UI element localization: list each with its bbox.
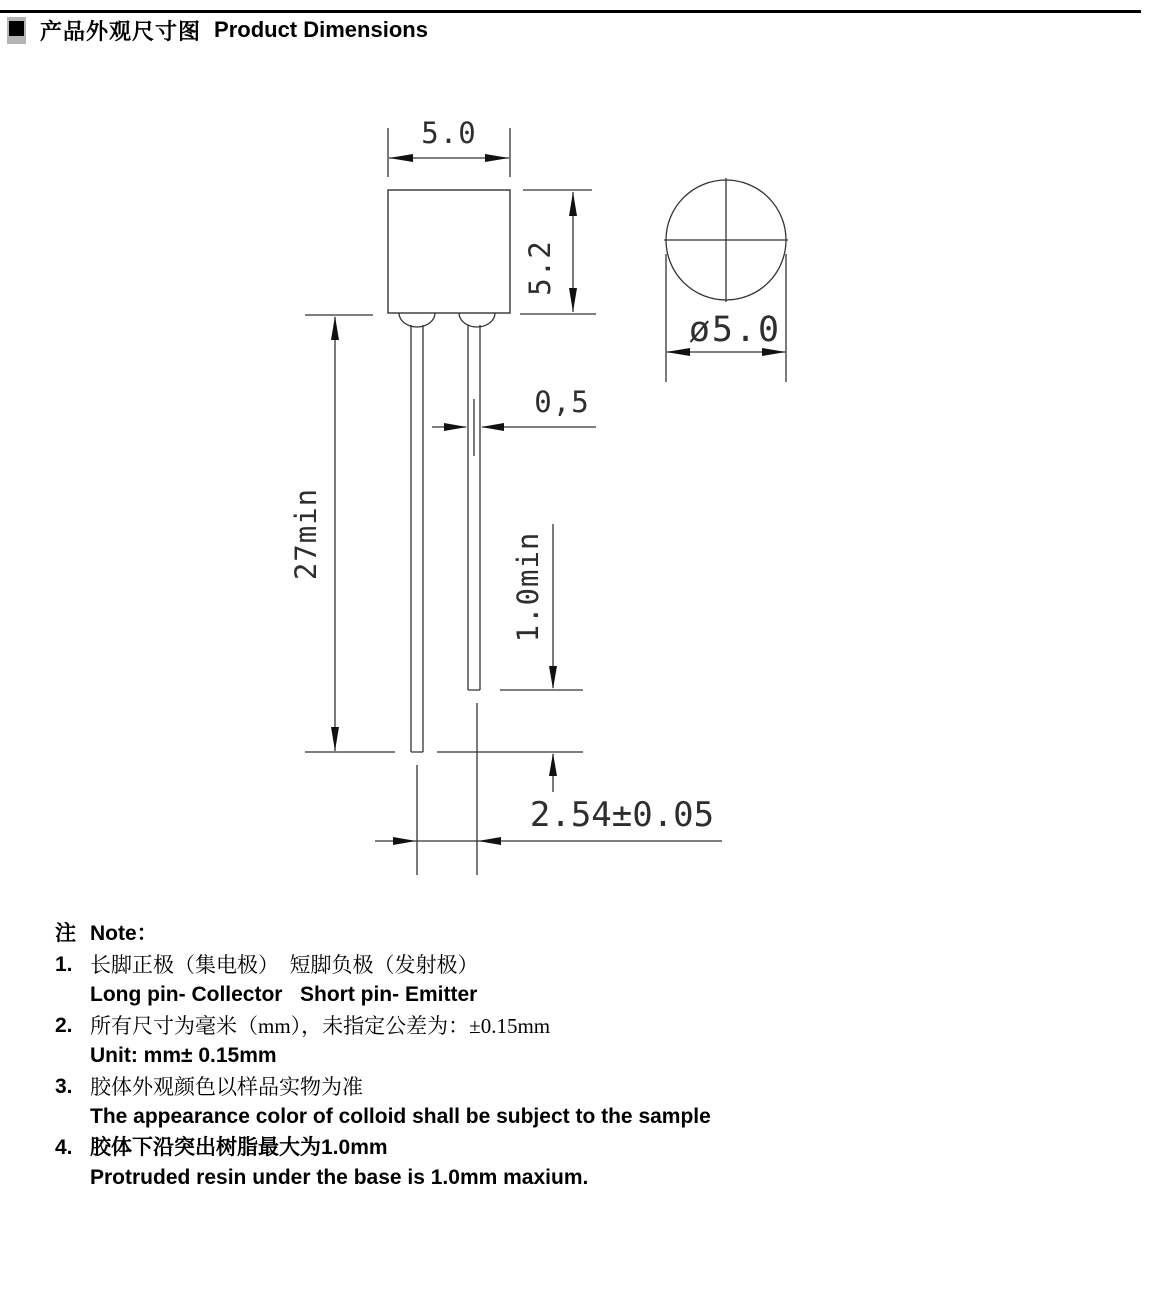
note-item-4-en [55,1163,1105,1194]
pin-shoulder-right [459,313,495,327]
dim-body-width [388,116,510,177]
pin-shoulder-left [399,313,435,327]
section-title-zh: 产品外观尺寸图 [40,18,202,44]
note-item-2-text-en: Unit: mm± 0.15mm [90,1044,277,1067]
dim-body-width-label: 5.0 [421,116,477,150]
dim-pin-pitch-label: 2.54±0.05 [529,795,715,835]
note-item-2-zh [55,1011,1105,1042]
note-item-3-num: 3. [55,1074,73,1098]
dim-pin-width-label: 0,5 [534,385,590,419]
dim-long-pin-label: 27min [289,487,323,581]
arrow-left-icon [389,154,413,162]
arrow-right-icon [485,154,509,162]
arrow-left-icon [478,837,501,845]
dim-body-height-label: 5.2 [523,240,557,296]
note-item-3-text-en: The appearance color of colloid shall be subject to the sample [90,1105,711,1128]
dim-pin-pitch-lines [375,703,722,875]
note-item-4-text-en: Protruded resin under the base is 1.0mm maxium. [90,1166,589,1189]
dim-diameter-label: ø5.0 [688,310,782,350]
body-outline [388,190,510,313]
arrow-up-icon [549,753,557,776]
note-item-2-text-zh: 所有尺寸为毫米（mm），未指定公差为：±0.15mm [90,1013,551,1038]
note-item-1-text-en: Long pin- Collector Short pin- Emitter [90,983,478,1006]
section-title-en: Product Dimensions [214,17,428,42]
note-item-1-text-zh: 长脚正极（集电极） 短脚负极（发射极） [90,952,479,977]
arrow-down-icon [549,666,557,689]
note-item-2-num: 2. [55,1013,73,1037]
note-item-1-num: 1. [55,952,73,976]
top-view-crosshair [664,178,788,302]
note-header-row [55,919,1105,950]
note-item-3-text-zh: 胶体外观颜色以样品实物为准 [90,1074,363,1099]
note-item-4-text-zh: 胶体下沿突出树脂最大为1.0mm [90,1135,388,1159]
dim-short-pin-label: 1.0min [511,531,545,643]
arrow-left-icon [481,423,504,431]
arrow-down-icon [569,288,577,312]
note-item-1-en [55,980,1105,1011]
note-label-zh: 注 [55,922,76,945]
pin-short [468,325,480,690]
top-view [664,178,788,382]
note-item-3-zh [55,1072,1105,1103]
arrow-right-icon [444,423,467,431]
note-item-1-zh [55,950,1105,981]
notes-section [55,919,1105,1194]
arrow-left-icon [666,348,690,356]
front-view [388,190,510,752]
arrow-up-icon [331,316,339,340]
dim-pin-pitch [375,703,722,875]
arrow-up-icon [569,192,577,216]
note-item-4-num: 4. [55,1135,73,1159]
arrow-right-icon [393,837,416,845]
dim-body-height [520,190,596,314]
arrow-down-icon [331,727,339,751]
note-item-4-zh [55,1133,1105,1164]
note-item-3-en [55,1102,1105,1133]
pin-long [411,325,423,752]
note-label-en: Note： [90,922,158,945]
note-item-2-en [55,1041,1105,1072]
dim-pin-width [432,385,596,456]
